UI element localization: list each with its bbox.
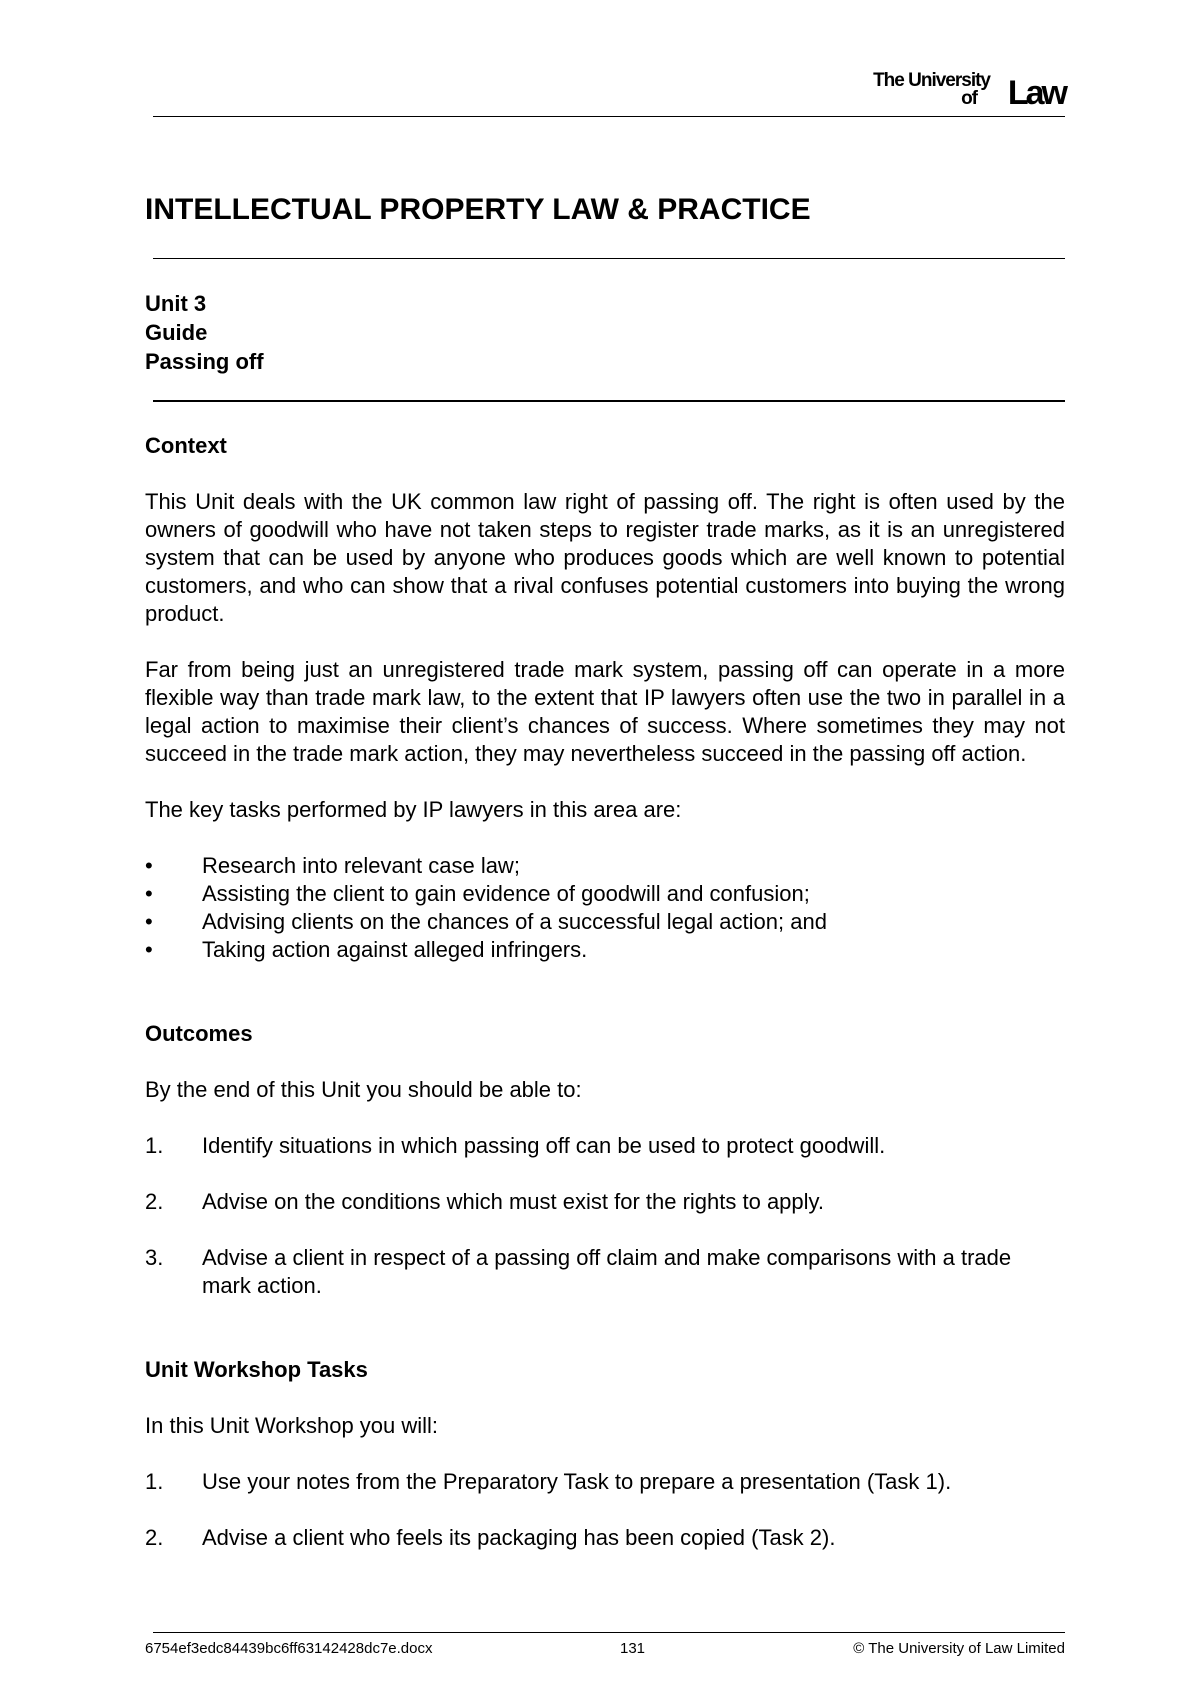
list-item — [145, 1188, 1065, 1216]
list-item-text: Assisting the client to gain evidence of goodwill and confusion; — [202, 881, 810, 906]
list-item-text: Advising clients on the chances of a successful legal action; and — [202, 909, 827, 934]
footer-filename: 6754ef3edc84439bc6ff63142428dc7e.docx — [145, 1640, 433, 1657]
list-item-text: Research into relevant case law; — [202, 853, 520, 878]
footer-divider — [153, 1632, 1065, 1633]
list-item-text: Identify situations in which passing off can be used to protect goodwill. — [202, 1133, 886, 1158]
list-number: 2. — [145, 1189, 164, 1214]
context-paragraph-2: Far from being just an unregistered trade mark system, passing off can operate in a more flexible way than trade mark law, to the extent that IP lawyers often use the two in parallel in a legal action to maximise their client’s chances of success. Where sometimes they may not succeed in the trade mark action, they may nevertheless succeed in the passing off action. — [145, 657, 1065, 766]
list-item — [145, 880, 1065, 908]
list-item — [145, 1468, 1065, 1496]
list-item-text: Taking action against alleged infringers. — [202, 937, 588, 962]
list-item — [145, 1244, 1065, 1300]
list-number: 2. — [145, 1525, 164, 1550]
outcomes-heading: Outcomes — [145, 1021, 253, 1046]
workshop-list — [145, 1468, 1065, 1552]
unit-topic: Passing off — [145, 349, 264, 374]
list-item — [145, 1132, 1065, 1160]
key-tasks-list — [145, 852, 1065, 964]
bullet-marker: • — [145, 881, 153, 906]
context-heading: Context — [145, 433, 227, 458]
header-divider — [153, 116, 1065, 117]
list-item — [145, 852, 1065, 880]
workshop-heading: Unit Workshop Tasks — [145, 1357, 368, 1382]
logo-line-1: The University — [873, 70, 990, 91]
unit-type: Guide — [145, 320, 208, 345]
outcomes-intro: By the end of this Unit you should be able to: — [145, 1077, 582, 1102]
list-item — [145, 936, 1065, 964]
list-number: 1. — [145, 1469, 164, 1494]
list-item — [145, 908, 1065, 936]
bullet-marker: • — [145, 853, 153, 878]
university-logo — [855, 70, 1065, 112]
title-divider — [153, 258, 1065, 259]
unit-number: Unit 3 — [145, 291, 207, 316]
list-item — [145, 1524, 1065, 1552]
workshop-intro: In this Unit Workshop you will: — [145, 1413, 439, 1438]
context-paragraph-3: The key tasks performed by IP lawyers in this area are: — [145, 797, 682, 822]
outcomes-list — [145, 1132, 1065, 1300]
bullet-marker: • — [145, 937, 153, 962]
list-item-text: Use your notes from the Preparatory Task to prepare a presentation (Task 1). — [202, 1469, 952, 1494]
footer-page-number: 131 — [620, 1640, 646, 1657]
list-number: 3. — [145, 1245, 164, 1270]
logo-line-3: Law — [1007, 74, 1065, 112]
footer-copyright: © The University of Law Limited — [853, 1640, 1065, 1657]
list-item-text: Advise a client in respect of a passing off claim and make comparisons with a trade mark action. — [202, 1245, 1012, 1298]
page-footer — [145, 1640, 1065, 1660]
logo-line-2: of — [961, 88, 977, 109]
document-body — [145, 432, 1065, 1580]
unit-block — [145, 289, 264, 376]
document-title: INTELLECTUAL PROPERTY LAW & PRACTICE — [145, 193, 811, 226]
list-item-text: Advise on the conditions which must exist for the rights to apply. — [202, 1189, 825, 1214]
unit-divider — [153, 400, 1065, 402]
context-paragraph-1: This Unit deals with the UK common law right of passing off. The right is often used by the owners of goodwill who have not taken steps to register trade marks, as it is an unregistered system that can be used by anyone who produces goods which are well known to potential customers, and who can show that a rival confuses potential customers into buying the wrong product. — [145, 489, 1065, 626]
bullet-marker: • — [145, 909, 153, 934]
list-item-text: Advise a client who feels its packaging has been copied (Task 2). — [202, 1525, 836, 1550]
list-number: 1. — [145, 1133, 164, 1158]
